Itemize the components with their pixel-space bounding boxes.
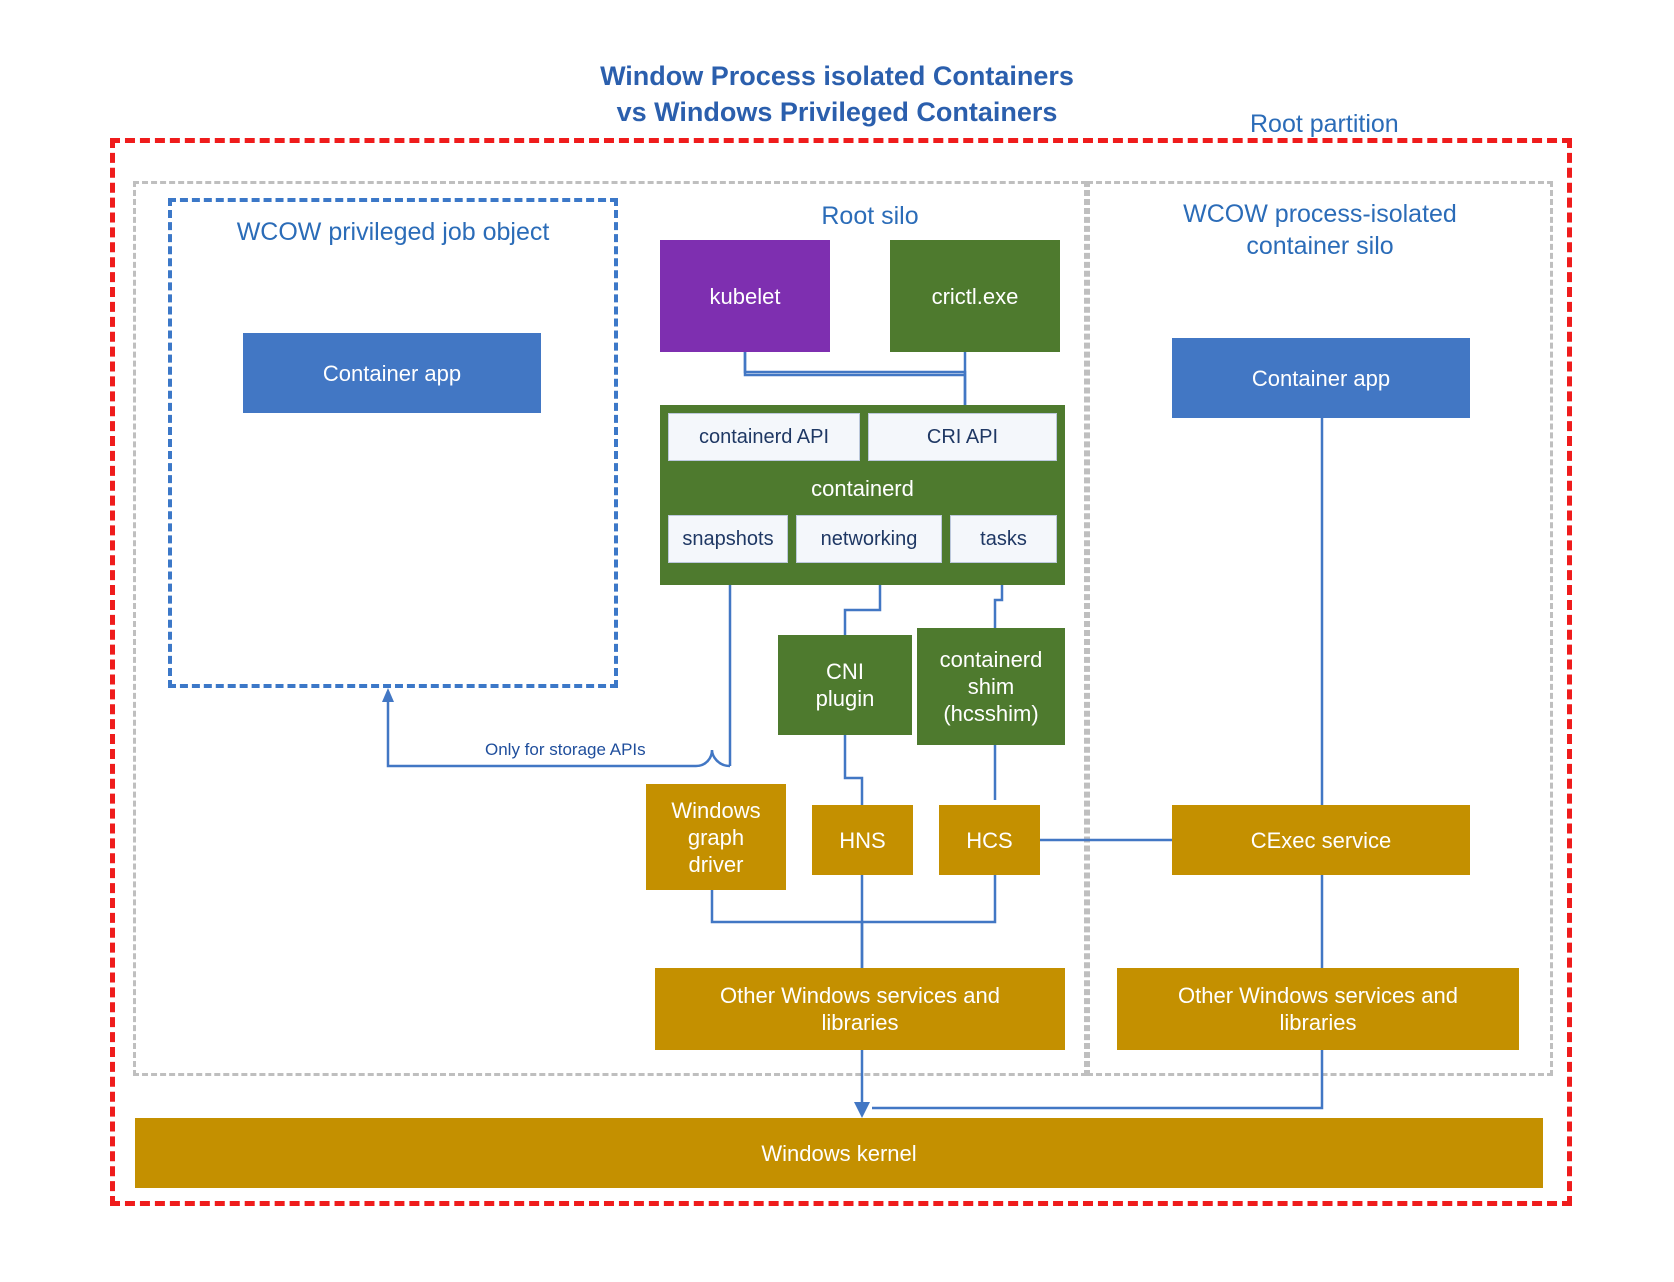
hcs-box[interactable]: HCS <box>939 805 1040 875</box>
process-isolated-silo-label <box>1100 198 1540 262</box>
container-app-right-box[interactable]: Container app <box>1172 338 1470 418</box>
process-isolated-silo-label-line1: WCOW process-isolated <box>1183 200 1457 228</box>
other-windows-services-right-box[interactable] <box>1117 968 1519 1050</box>
container-app-left-box[interactable]: Container app <box>243 333 541 413</box>
windows-graph-driver-box[interactable] <box>646 784 786 890</box>
containerd-shim-box[interactable] <box>917 628 1065 745</box>
containerd-shim-line2: shim <box>967 674 1015 699</box>
cni-plugin-line2: plugin <box>815 686 875 711</box>
root-partition-label: Root partition <box>1250 110 1399 138</box>
snapshots-box[interactable]: snapshots <box>668 515 788 563</box>
containerd-shim-line3: (hcsshim) <box>943 701 1039 726</box>
kubelet-box[interactable]: kubelet <box>660 240 830 352</box>
hns-box[interactable]: HNS <box>812 805 913 875</box>
crictl-box[interactable]: crictl.exe <box>890 240 1060 352</box>
diagram-title-line2: vs Windows Privileged Containers <box>616 97 1058 127</box>
tasks-box[interactable]: tasks <box>950 515 1057 563</box>
windows-kernel-box[interactable]: Windows kernel <box>135 1118 1543 1188</box>
containerd-label: containerd <box>811 476 914 501</box>
graph-driver-line2: graph <box>687 824 745 850</box>
privileged-job-object-boundary <box>168 198 618 688</box>
diagram-title-line1: Window Process isolated Containers <box>600 61 1074 91</box>
other-services-right-line2: libraries <box>1279 1010 1357 1035</box>
other-services-left-line1: Other Windows services and <box>720 983 1000 1008</box>
process-isolated-silo-label-line2: container silo <box>1246 232 1394 260</box>
root-silo-label: Root silo <box>821 202 919 230</box>
cri-api-box[interactable]: CRI API <box>868 413 1057 461</box>
containerd-api-box[interactable]: containerd API <box>668 413 860 461</box>
networking-box[interactable]: networking <box>796 515 942 563</box>
cexec-service-box[interactable]: CExec service <box>1172 805 1470 875</box>
storage-apis-note: Only for storage APIs <box>485 740 646 759</box>
containerd-shim-line1: containerd <box>939 647 1043 672</box>
cni-plugin-line1: CNI <box>826 659 864 684</box>
other-windows-services-left-box[interactable] <box>655 968 1065 1050</box>
privileged-job-object-label: WCOW privileged job object <box>236 218 550 246</box>
other-services-left-line2: libraries <box>821 1010 899 1035</box>
process-isolated-silo-boundary <box>1087 181 1553 1076</box>
containerd-block <box>660 405 1065 585</box>
other-services-right-line1: Other Windows services and <box>1178 983 1458 1008</box>
cni-plugin-box[interactable] <box>778 635 912 735</box>
graph-driver-line3: driver <box>688 851 744 877</box>
graph-driver-line1: Windows <box>671 797 761 823</box>
